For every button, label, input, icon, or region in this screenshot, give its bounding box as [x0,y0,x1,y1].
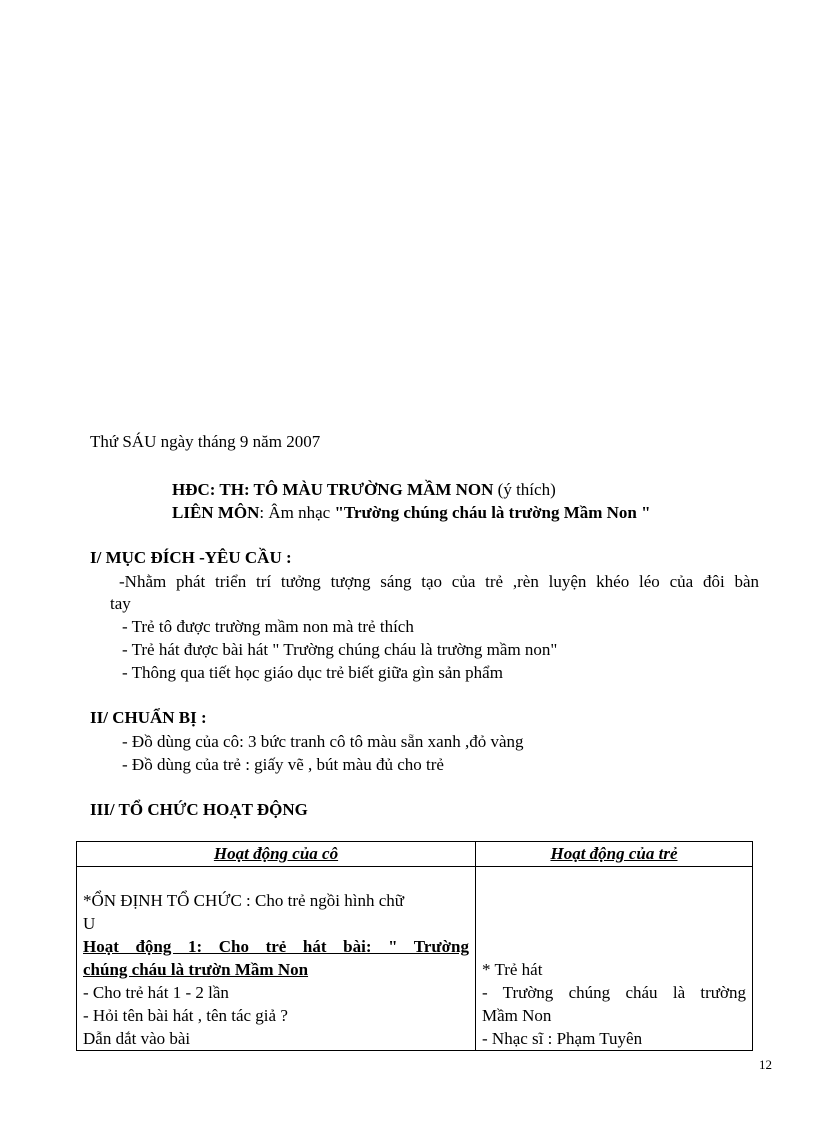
section1-item-3: - Trẻ tô được trường mầm non mà trẻ thích [122,617,414,636]
child-item-2: - Trường chúng cháu là trường [482,983,746,1002]
section1-item-4: - Trẻ hát được bài hát " Trường chúng cháu là trường mầm non" [122,640,558,659]
on-dinh-line-1: *ỔN ĐỊNH TỔ CHỨC : Cho trẻ ngồi hình chữ [83,891,404,910]
child-item-1: * Trẻ hát [482,960,543,979]
section1-item-1: -Nhằm phát triển trí tưởng tượng sáng tạo của trẻ ,rèn luyện khéo léo của đôi bàn [119,572,759,591]
section2-item-2: - Đồ dùng của trẻ : giấy vẽ , bút màu đủ cho trẻ [122,755,444,774]
child-cell [476,867,753,1051]
child-item-3: Mầm Non [482,1006,552,1025]
hd1-line-2: chúng cháu là trườn Mầm Non [83,960,309,979]
page-number: 12 [759,1057,772,1072]
section3-title: III/ TỔ CHỨC HOẠT ĐỘNG [90,800,308,819]
teacher-item-3: Dẫn dắt vào bài [83,1029,191,1048]
lienmon-song: "Trường chúng cháu là trường Mầm Non " [334,503,651,522]
lienmon-line [172,503,651,523]
hdc-label: HĐC: TH: TÔ MÀU TRƯỜNG MẦM NON [172,480,494,499]
hd1-line-1: Hoạt động 1: Cho trẻ hát bài: " Trường [83,937,469,956]
hdc-note: (ý thích) [497,480,556,499]
col-header-teacher: Hoạt động của cô [77,842,476,867]
section1-item-2: tay [110,594,131,613]
section1-title: I/ MỤC ĐÍCH -YÊU CẦU : [90,548,292,567]
teacher-item-1: - Cho trẻ hát 1 - 2 lần [83,983,229,1002]
lienmon-text: : Âm nhạc [259,503,335,522]
child-item-4: - Nhạc sĩ : Phạm Tuyên [482,1029,643,1048]
on-dinh-line-2: U [83,914,96,933]
section2-item-1: - Đồ dùng của cô: 3 bức tranh cô tô màu sẵn xanh ,đỏ vàng [122,732,524,751]
teacher-cell [77,867,476,1051]
col-header-child: Hoạt động của trẻ [476,842,753,867]
section1-item-5: - Thông qua tiết học giáo dục trẻ biết giữa gìn sản phẩm [122,663,503,682]
hdc-line [172,480,556,500]
teacher-item-2: - Hỏi tên bài hát , tên tác giả ? [83,1006,288,1025]
section2-title: II/ CHUẨN BỊ : [90,708,207,727]
lienmon-label: LIÊN MÔN [172,503,260,522]
date-line: Thứ SÁU ngày tháng 9 năm 2007 [90,432,321,451]
activity-table [76,841,753,1051]
